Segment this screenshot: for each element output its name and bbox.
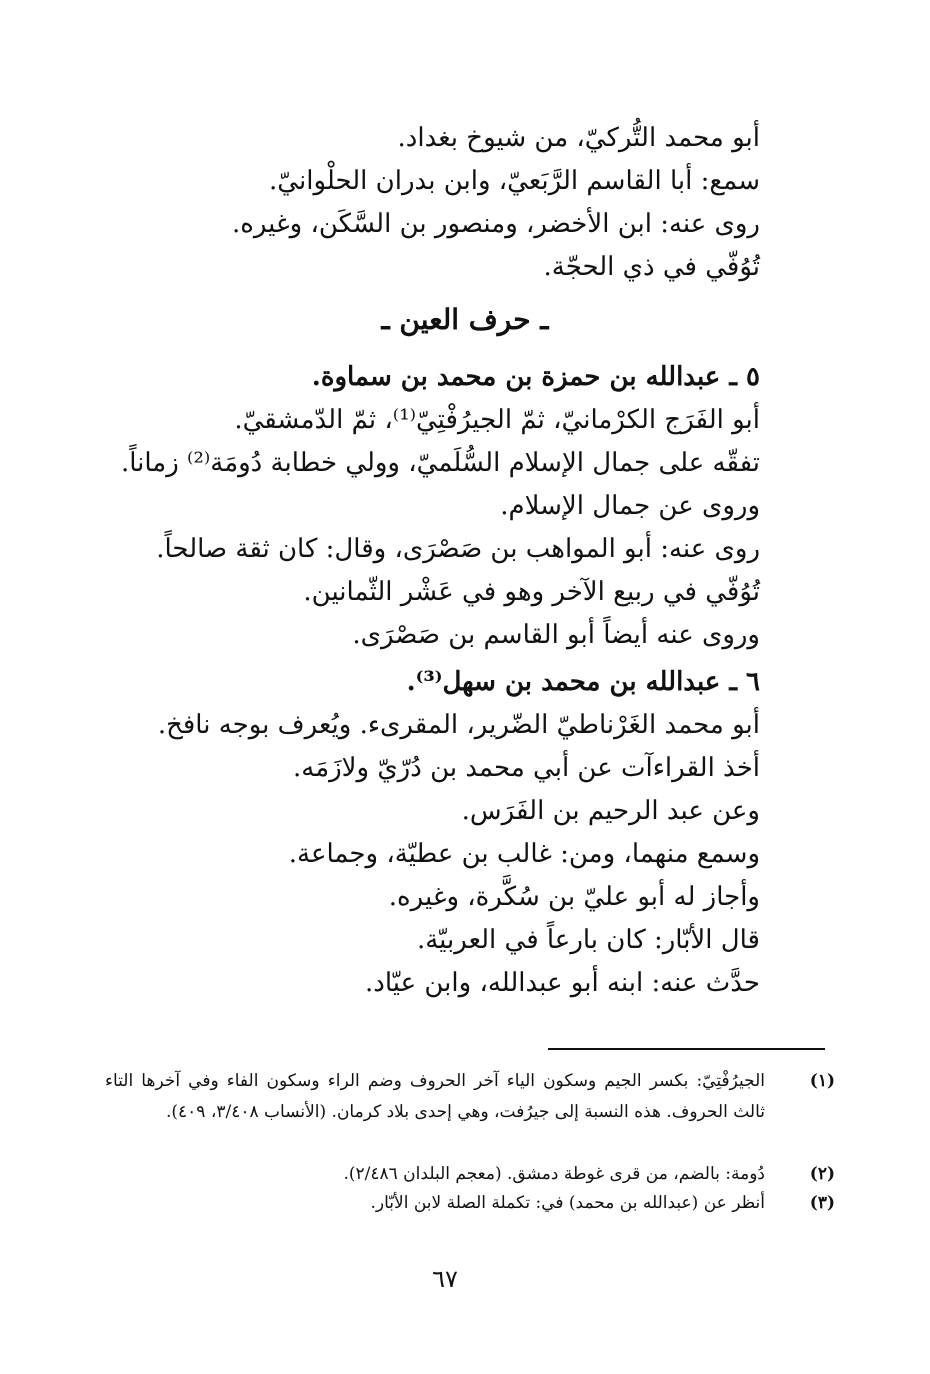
entry-6-line-5: وأجاز له أبو عليّ بن سُكَّرة، وغيره. bbox=[388, 882, 760, 912]
footnote-1-text: الجيرُفْتِيّ: بكسر الجيم وسكون الياء آخر الحروف وضم الراء وسكون الفاء وفي آخرها التاء ثالث الحروف. هذه النسبة إلى جيرُفت، وهي إحدى بلاد كرمان. (الأنساب ٣/٤٠٨، ٤٠٩). bbox=[105, 1071, 765, 1122]
entry-5-heading: ٥ ـ عبدالله بن حمزة بن محمد بن سماوة. bbox=[311, 362, 760, 392]
section-heading: ـ حرف العين ـ bbox=[381, 303, 549, 336]
footnote-3-text: أنظر عن (عبدالله بن محمد) في: تكملة الصلة لابن الأبّار. bbox=[370, 1193, 765, 1213]
page-number: ٦٧ bbox=[432, 1265, 458, 1293]
entry-5-line-1: أبو الفَرَج الكرْمانيّ، ثمّ الجيرُفْتِيّ⁽¹⁾، ثمّ الدّمشقيّ. bbox=[234, 405, 760, 435]
prev-entry-line-4: تُوُفّي في ذي الحجّة. bbox=[543, 252, 760, 282]
entry-6-line-6: قال الأبّار: كان بارعاً في العربيّة. bbox=[416, 925, 760, 955]
prev-entry-line-3: روى عنه: ابن الأخضر، ومنصور بن السَّكَن، وغيره. bbox=[231, 209, 760, 239]
prev-entry-line-2: سمع: أبا القاسم الرَّبَعيّ، وابن بدران الحلْوانيّ. bbox=[269, 166, 760, 196]
prev-entry-line-1: أبو محمد التُّركيّ، من شيوخ بغداد. bbox=[397, 123, 760, 153]
entry-5-line-3: وروى عن جمال الإسلام. bbox=[500, 491, 760, 521]
entry-6-heading: ٦ ـ عبدالله بن محمد بن سهل⁽³⁾. bbox=[406, 667, 760, 697]
entry-5-line-6: وروى عنه أيضاً أبو القاسم بن صَصْرَى. bbox=[352, 620, 760, 650]
footnote-2-number: (٢) bbox=[809, 1164, 835, 1184]
footnote-1-number: (١) bbox=[809, 1071, 835, 1091]
entry-5-line-2: تفقّه على جمال الإسلام السُّلَميّ، وولي خطابة دُومَة⁽²⁾ زماناً. bbox=[120, 448, 760, 478]
footnote-3-number: (٣) bbox=[809, 1193, 835, 1213]
footnote-2-text: دُومة: بالضم، من قرى غوطة دمشق. (معجم البلدان ٢/٤٨٦). bbox=[343, 1164, 765, 1184]
footnote-separator bbox=[548, 1048, 825, 1050]
entry-6-line-4: وسمع منهما، ومن: غالب بن عطيّة، وجماعة. bbox=[288, 839, 760, 869]
entry-5-line-5: تُوُفّي في ربيع الآخر وهو في عَشْر الثّمانين. bbox=[303, 577, 760, 607]
entry-6-line-3: وعن عبد الرحيم بن الفَرَس. bbox=[461, 796, 760, 826]
entry-6-line-7: حدَّث عنه: ابنه أبو عبدالله، وابن عيّاد. bbox=[364, 968, 760, 998]
entry-6-line-2: أخذ القراءآت عن أبي محمد بن دُرّيّ ولازَمَه. bbox=[293, 753, 760, 783]
entry-6-line-1: أبو محمد الغَرْناطيّ الضّرير، المقرىء. ويُعرف بوجه نافخ. bbox=[157, 710, 760, 740]
entry-5-line-4: روى عنه: أبو المواهب بن صَصْرَى، وقال: كان ثقة صالحاً. bbox=[156, 534, 760, 564]
